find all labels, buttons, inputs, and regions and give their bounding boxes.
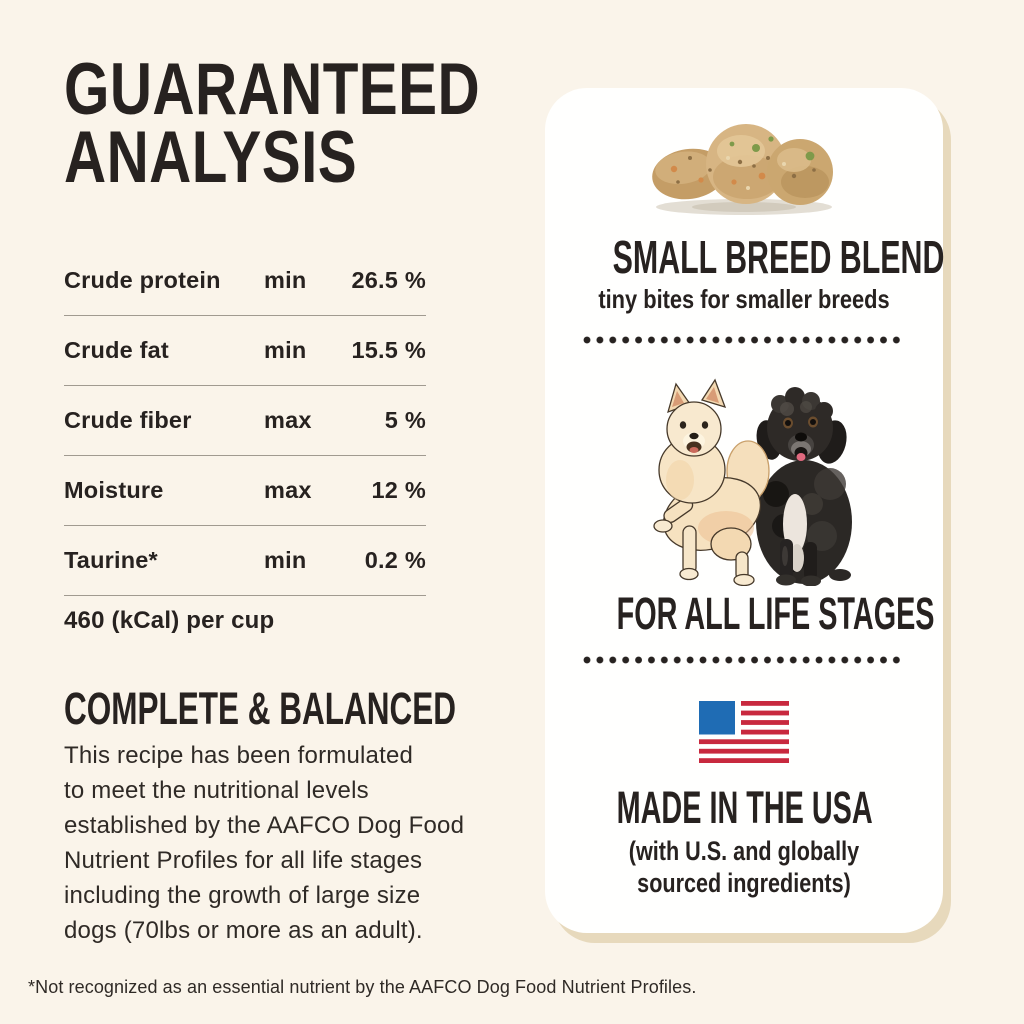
life-stages-title: FOR ALL LIFE STAGES xyxy=(616,588,935,639)
table-row xyxy=(64,456,426,526)
body-line: dogs (70lbs or more as an adult). xyxy=(64,917,423,944)
nutrient-basis: min xyxy=(264,337,307,363)
made-in-note-line: sourced ingredients) xyxy=(637,868,851,898)
usa-flag-icon xyxy=(699,701,789,763)
aafco-footnote: *Not recognized as an essential nutrient by the AAFCO Dog Food Nutrient Profiles. xyxy=(28,977,697,997)
complete-balanced-heading: COMPLETE & BALANCED xyxy=(64,683,456,734)
complete-balanced-body xyxy=(64,738,464,948)
nutrient-unit: % xyxy=(404,547,426,573)
table-row xyxy=(64,246,426,316)
nutrient-label: Moisture xyxy=(64,477,164,503)
nutrient-basis: max xyxy=(264,477,312,503)
made-in-usa-title: MADE IN THE USA xyxy=(616,782,873,833)
made-in-note-line: (with U.S. and globally xyxy=(628,836,860,866)
table-row xyxy=(64,526,426,596)
nutrient-value: 5 xyxy=(384,407,398,433)
body-line: This recipe has been formulated xyxy=(64,742,414,769)
nutrient-value: 12 xyxy=(371,477,398,503)
two-dogs-illustration-icon xyxy=(634,376,854,586)
nutrient-label: Crude fiber xyxy=(64,407,192,433)
blend-subtitle: tiny bites for smaller breeds xyxy=(598,284,890,314)
nutrient-unit: % xyxy=(404,407,426,433)
nutrient-label: Crude fat xyxy=(64,337,169,363)
nutrient-unit: % xyxy=(404,267,426,293)
body-line: established by the AAFCO Dog Food xyxy=(64,812,465,839)
blend-title: SMALL BREED BLEND xyxy=(612,231,945,283)
nutrient-basis: max xyxy=(264,407,312,433)
nutrient-value: 0.2 xyxy=(364,547,398,573)
kibble-photo-icon xyxy=(644,114,844,218)
nutrient-value: 26.5 xyxy=(351,267,398,293)
nutrient-basis: min xyxy=(264,547,307,573)
nutrient-value: 15.5 xyxy=(351,337,398,363)
body-line: Nutrient Profiles for all life stages xyxy=(64,847,423,874)
title-line-1: GUARANTEED xyxy=(64,49,481,130)
dotted-divider xyxy=(583,336,905,344)
guaranteed-analysis-table xyxy=(64,246,426,596)
nutrient-basis: min xyxy=(264,267,307,293)
table-row xyxy=(64,386,426,456)
guaranteed-analysis-title xyxy=(64,49,481,198)
nutrient-unit: % xyxy=(404,337,426,363)
nutrient-label: Taurine* xyxy=(64,547,158,573)
dotted-divider xyxy=(583,656,905,664)
table-row xyxy=(64,316,426,386)
nutrient-label: Crude protein xyxy=(64,267,221,293)
feature-card xyxy=(545,88,943,933)
nutrient-unit: % xyxy=(404,477,426,503)
body-line: to meet the nutritional levels xyxy=(64,777,369,804)
calories-per-cup: 460 (kCal) per cup xyxy=(64,607,275,634)
body-line: including the growth of large size xyxy=(64,882,421,909)
title-line-2: ANALYSIS xyxy=(64,117,358,198)
